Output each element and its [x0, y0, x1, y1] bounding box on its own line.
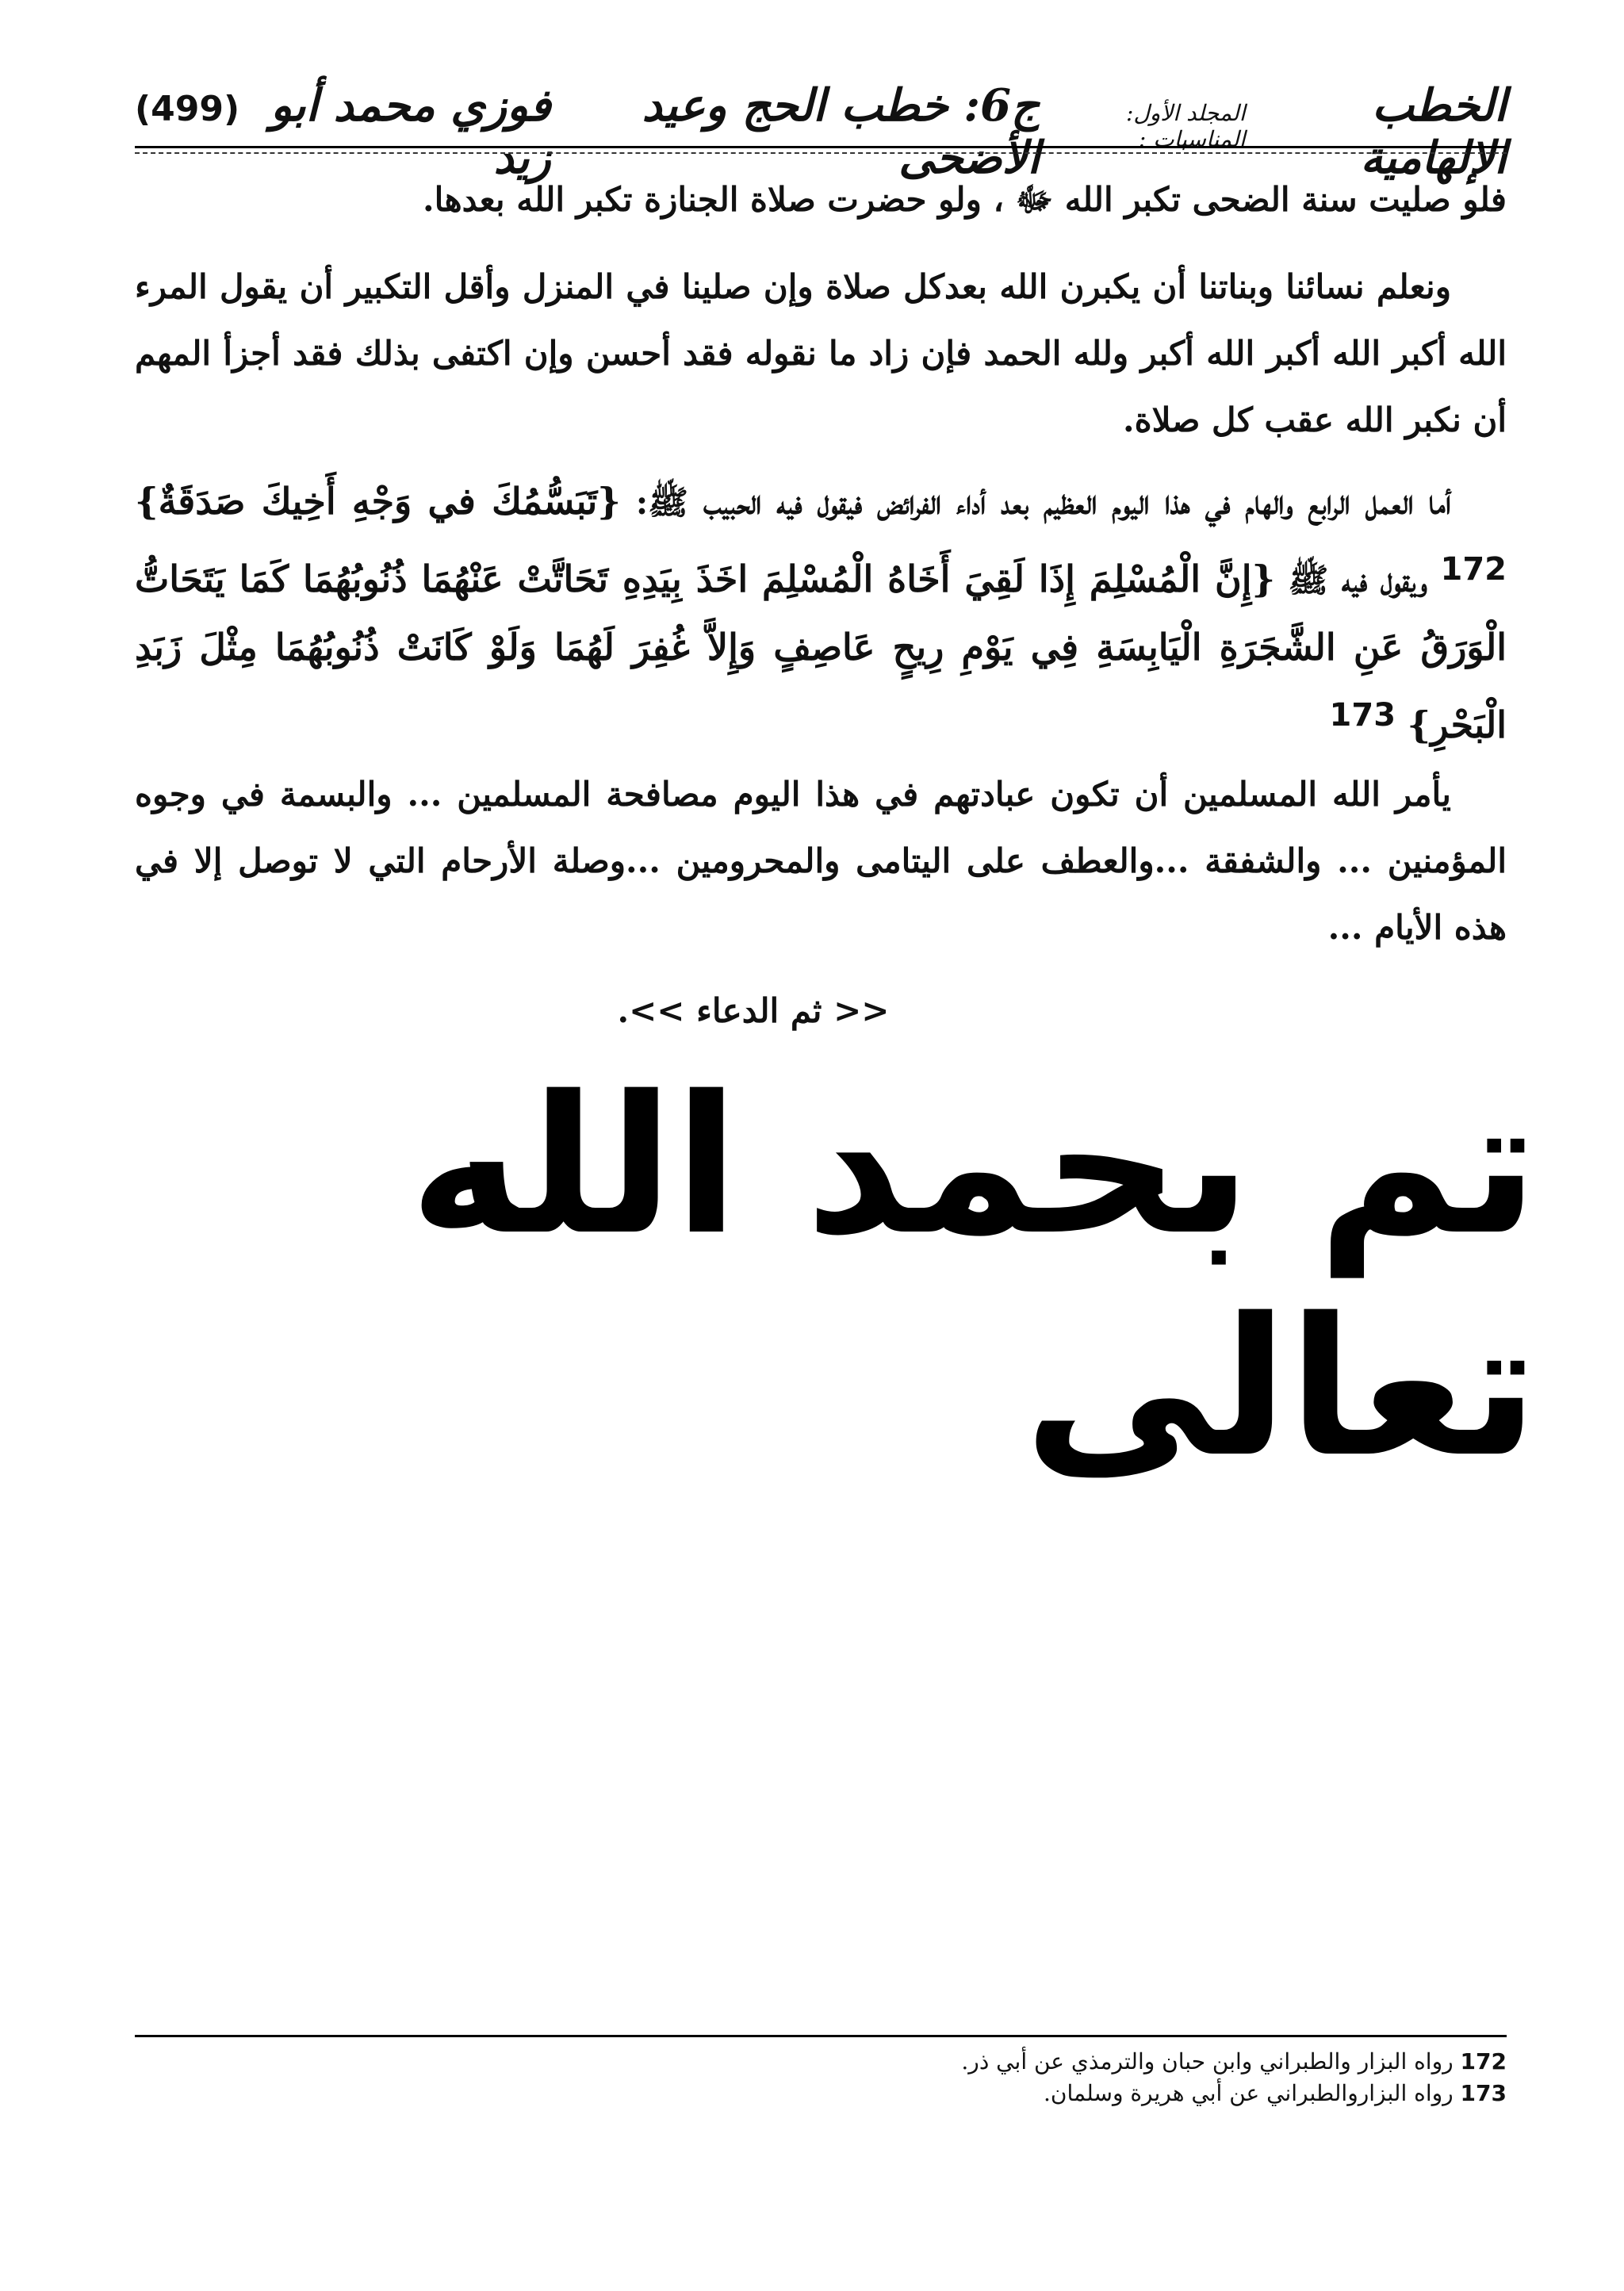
- author-name: فوزي محمد أبو زيد: [270, 79, 551, 184]
- header-rule: [135, 146, 1507, 148]
- footnote-172: [135, 2046, 1507, 2078]
- hadith-1: {تَبَسُّمُكَ في وَجْهِ أَخِيكَ صَدَقَةٌ}: [135, 480, 621, 523]
- chapter-title: ج6: خطب الحج وعيد الأضحى: [642, 79, 1040, 184]
- paragraph-3: [135, 468, 1507, 760]
- footnote-number: 173: [1460, 2080, 1507, 2106]
- paragraph-3-mid: ويقول فيه ﷺ: [1288, 561, 1428, 600]
- paragraph-1: فلو صليت سنة الضحى تكبر الله ﷻ ، ولو حضرت صلاة الجنازة تكبر الله بعدها.: [423, 180, 1507, 219]
- hadith-2: {إِنَّ الْمُسْلِمَ إِذَا لَقِيَ أَخَاهُ الْمُسْلِمَ اخَذَ بِيَدِهِ تَحَاتَّتْ عَنْهُمَا ذُنُوبُهُمَا كَمَا يَتَحَاتُّ الْوَرَقُ عَنِ الشَّجَرَةِ الْيَابِسَةِ فِي يَوْمِ رِيحٍ عَاصِفٍ وَإِلاَّ غُفِرَ لَهُمَا وَلَوْ كَانَتْ ذُنُوبُهُمَا مِثْلَ زَبَدِ الْبَحْرِ}: [135, 557, 1507, 746]
- footnotes: [135, 2046, 1507, 2109]
- dua-line: << ثم الدعاء >>.: [617, 991, 890, 1030]
- footnote-number: 172: [1460, 2048, 1507, 2075]
- paragraph-2: [135, 254, 1507, 454]
- paragraph-2-text: ونعلم نسائنا وبناتنا أن يكبرن الله بعدكل صلاة وإن صلينا في المنزل وأقل التكبير أن يقول المرء الله أكبر الله أكبر الله أكبر ولله الحمد فإن زاد ما نقوله فقد أحسن وإن اكتفى بذلك فقد أجزأ المهم أن نكبر الله عقب كل صلاة.: [135, 267, 1507, 439]
- volume-label: المجلد الأول: المناسبات :: [1126, 100, 1246, 152]
- closing-calligraphy: [301, 1055, 1538, 1499]
- paragraph-4: [135, 761, 1507, 961]
- footnote-text: رواه البزاروالطبراني عن أبي هريرة وسلمان.: [1044, 2080, 1454, 2106]
- closing-calligraphy-text: تم بحمد الله تعالى: [409, 1055, 1538, 1499]
- header-dashed-rule: [135, 152, 1507, 154]
- footnote-ref-172: 172: [1440, 551, 1507, 588]
- paragraph-3-intro: أما العمل الرابع والهام في هذا اليوم العظيم بعد أداء الفرائض فيقول فيه الحبيب ﷺ:: [635, 483, 1452, 522]
- footnote-ref-173: 173: [1329, 697, 1396, 734]
- footnote-173: [135, 2078, 1507, 2109]
- series-title: الخطب الإلهامية: [1360, 79, 1507, 184]
- footnote-rule: [135, 2035, 1507, 2037]
- page-number: (499): [134, 89, 240, 129]
- page-header: [134, 79, 1507, 184]
- footnote-text: رواه البزار والطبراني وابن حبان والترمذي عن أبي ذر.: [961, 2048, 1454, 2075]
- paragraph-4-text: يأمر الله المسلمين أن تكون عبادتهم في هذا اليوم مصافحة المسلمين ... والبسمة في وجوه المؤمنين ... والشفقة ...والعطف على اليتامى والمحرومين ...وصلة الأرحام التي لا توصل إلا في هذه الأيام ...: [135, 775, 1507, 947]
